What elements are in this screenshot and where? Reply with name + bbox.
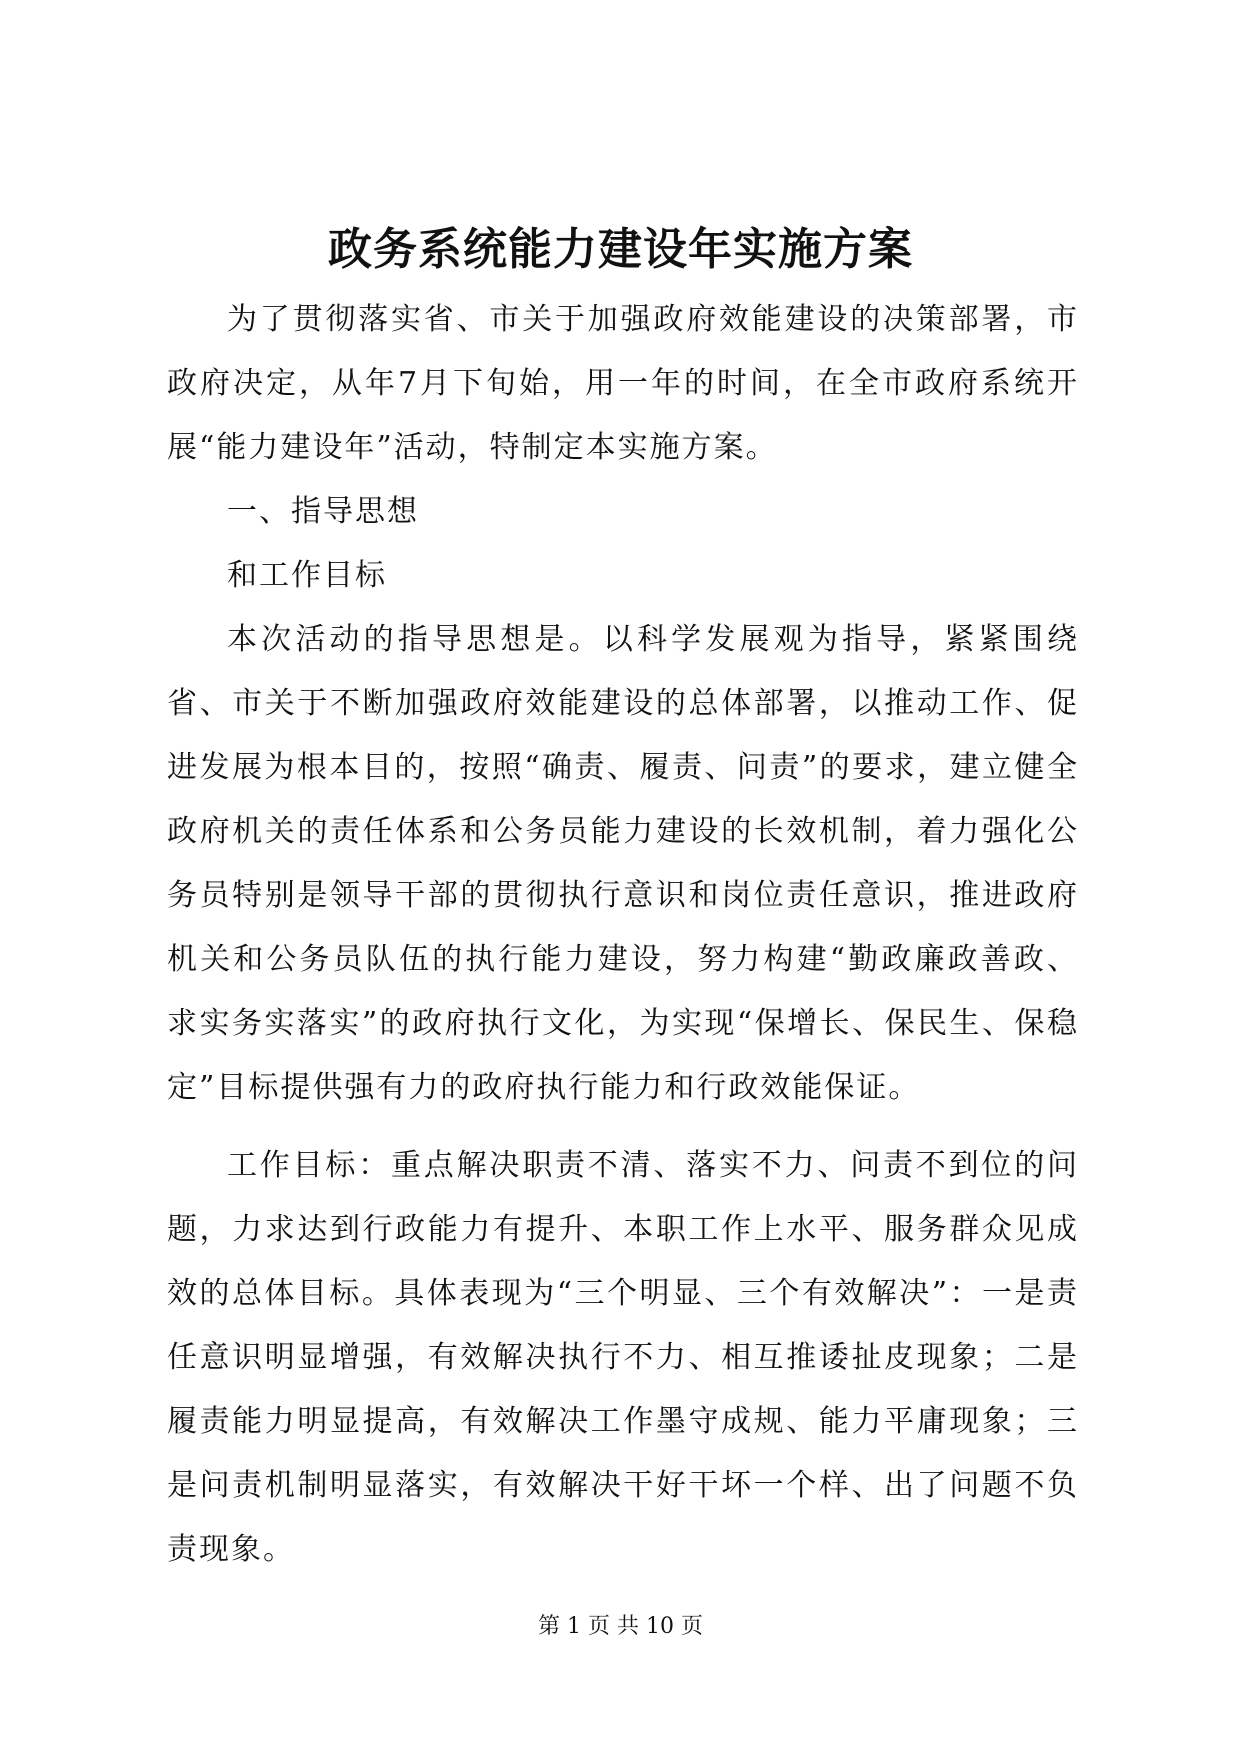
paragraph-intro: 为了贯彻落实省、市关于加强政府效能建设的决策部署，市政府决定，从年7月下旬始，用一年的时间，在全市政府系统开展“能力建设年”活动，特制定本实施方案。 [167, 302, 1079, 465]
paragraph-guiding-ideology: 本次活动的指导思想是。以科学发展观为指导，紧紧围绕省、市关于不断加强政府效能建设的总体部署，以推动工作、促进发展为根本目的，按照“确责、履责、问责”的要求，建立健全政府机关的责任体系和公务员能力建设的长效机制，着力强化公务员特别是领导干部的贯彻执行意识和岗位责任意识，推进政府机关和公务员队伍的执行能力建设，努力构建“勤政廉政善政、求实务实落实”的政府执行文化，为实现“保增长、保民生、保稳定”目标提供强有力的政府执行能力和行政效能保证。 [167, 622, 1079, 1105]
page-title: 政务系统能力建设年实施方案 [328, 224, 913, 275]
document-body [167, 288, 1079, 1582]
paragraph-work-goals: 工作目标：重点解决职责不清、落实不力、问责不到位的问题，力求达到行政能力有提升、本职工作上水平、服务群众见成效的总体目标。具体表现为“三个明显、三个有效解决”：一是责任意识明显增强，有效解决执行不力、相互推诿扯皮现象；二是履责能力明显提高，有效解决工作墨守成规、能力平庸现象；三是问责机制明显落实，有效解决干好干坏一个样、出了问题不负责现象。 [167, 1148, 1079, 1567]
section-heading: 一、指导思想 [227, 494, 419, 529]
section-heading-continued: 和工作目标 [227, 558, 387, 593]
page-number: 第 1 页 共 10 页 [538, 1614, 703, 1639]
